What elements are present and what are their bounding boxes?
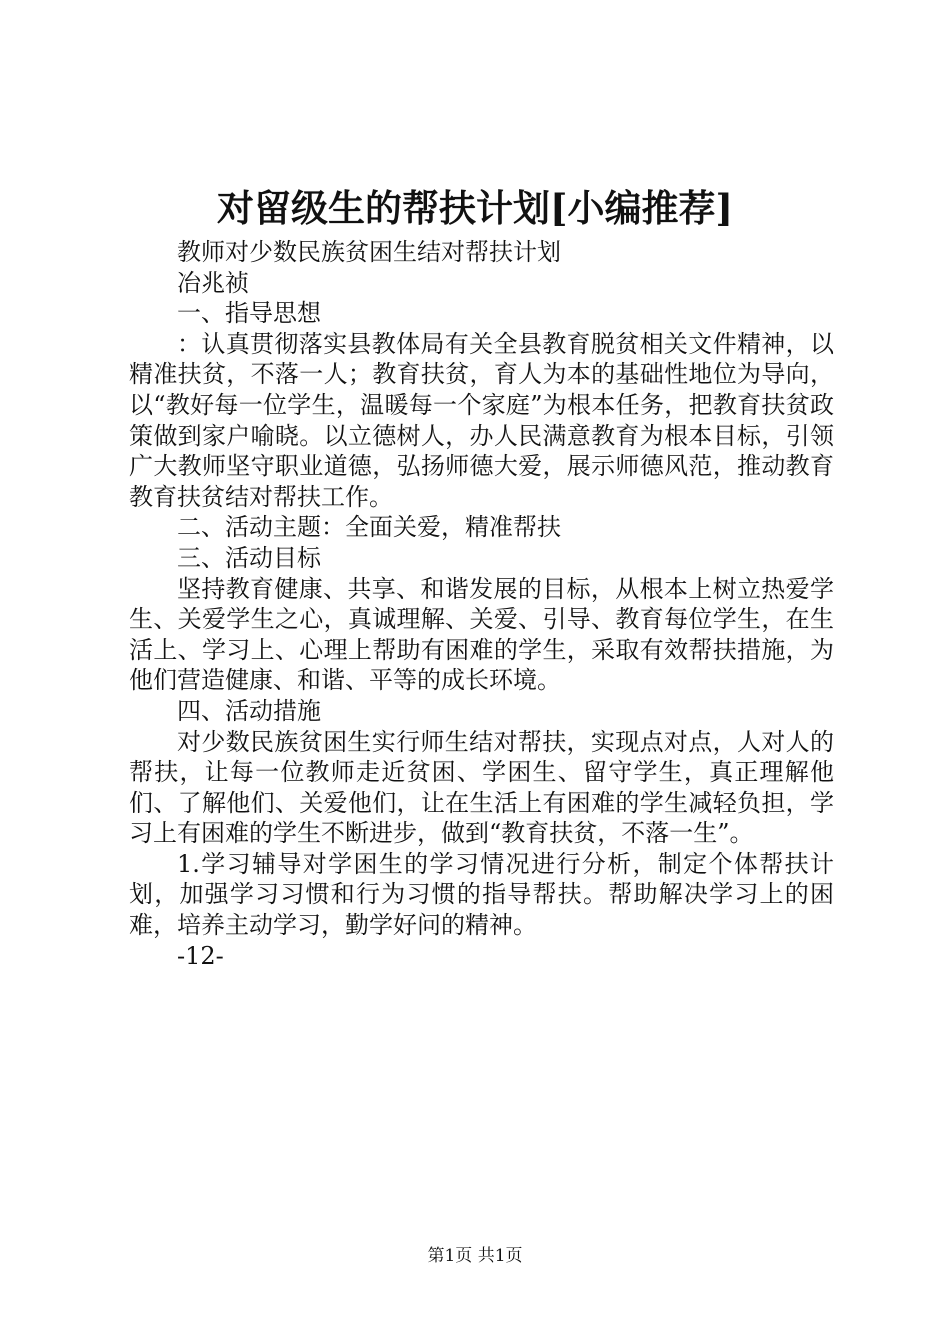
paragraph-subtitle: 教师对少数民族贫困生结对帮扶计划 [177,238,561,266]
section-heading-theme: 二、活动主题：全面关爱，精准帮扶 [177,513,561,542]
paragraph-goal: 坚持教育健康、共享、和谐发展的目标，从根本上树立热爱学生、关爱学生之心，真诚理解、关爱、引导、教育每位学生，在生活上、学习上、心理上帮助有困难的学生，采取有效帮扶措施，为他们营造健康、和谐、平等的成长环境。 [129,574,834,695]
paragraph-study-guidance: 1.学习辅导对学困生的学习情况进行分析，制定个体帮扶计划，加强学习习惯和行为习惯的指导帮扶。帮助解决学习上的困难，培养主动学习，勤学好问的精神。 [129,849,834,940]
section-heading-goal: 三、活动目标 [177,543,321,572]
paragraph-guiding-idea: ：认真贯彻落实县教体局有关全县教育脱贫相关文件精神，以精准扶贫，不落一人；教育扶贫，育人为本的基础性地位为导向，以“教好每一位学生，温暖每一个家庭”为根本任务，把教育扶贫政策做到家户喻晓。以立德树人，办人民满意教育为根本目标，引领广大教师坚守职业道德，弘扬师德大爱，展示师德风范，推动教育教育扶贫结对帮扶工作。 [129,329,834,511]
section-heading-guiding-idea: 一、指导思想 [177,299,321,328]
paragraph-measures: 对少数民族贫困生实行师生结对帮扶，实现点对点，人对人的帮扶，让每一位教师走近贫困、学困生、留守学生，真正理解他们、了解他们、关爱他们，让在生活上有困难的学生减轻负担，学习上有困难的学生不断进步，做到“教育扶贫，不落一生”。 [129,727,834,848]
paragraph-author: 冶兆祯 [177,268,249,297]
document-body [129,237,834,971]
section-heading-measures: 四、活动措施 [177,696,321,725]
document-title: 对留级生的帮扶计划[小编推荐] [216,186,733,230]
page-footer: 第1页 共1页 [427,1246,523,1266]
paragraph-page-marker: -12- [177,941,224,970]
